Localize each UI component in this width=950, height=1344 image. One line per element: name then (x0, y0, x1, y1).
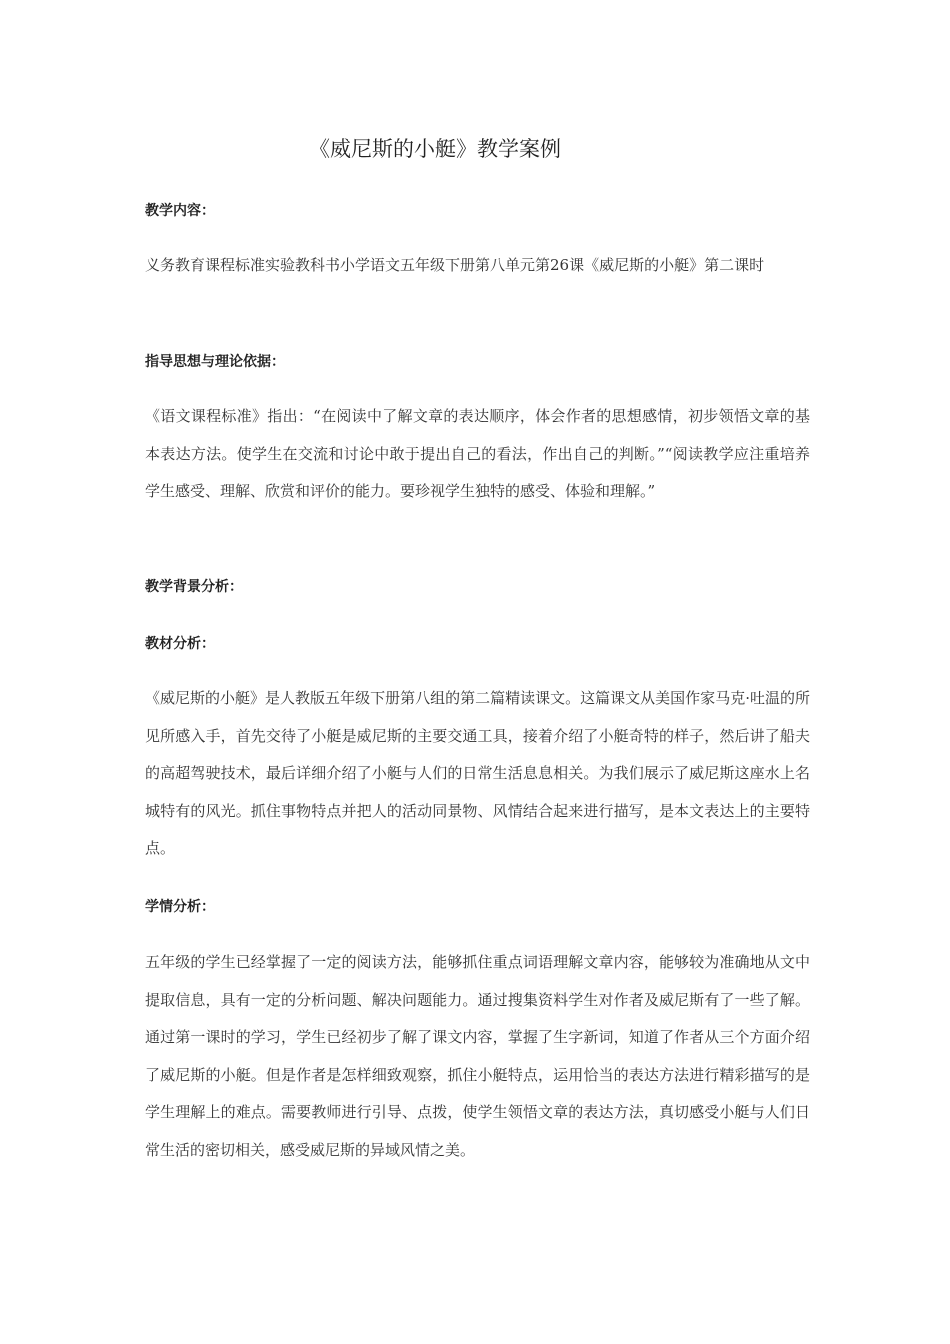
paragraph-teaching-content: 义务教育课程标准实验教科书小学语文五年级下册第八单元第26课《威尼斯的小艇》第二课时 (145, 256, 765, 274)
heading-student-analysis: 学情分析： (145, 899, 215, 915)
heading-textbook-analysis: 教材分析： (145, 636, 215, 652)
heading-background-analysis: 教学背景分析： (145, 579, 243, 595)
paragraph-guiding-ideology: 《语文课程标准》指出：“在阅读中了解文章的表达顺序，体会作者的思想感情，初步领悟文章的基本表达方法。使学生在交流和讨论中敢于提出自己的看法，作出自己的判断。”“阅读教学应注重培养学生感受、理解、欣赏和评价的能力。要珍视学生独特的感受、体验和理解。” (145, 407, 810, 501)
paragraph-student-analysis: 五年级的学生已经掌握了一定的阅读方法，能够抓住重点词语理解文章内容，能够较为准确地从文中提取信息，具有一定的分析问题、解决问题能力。通过搜集资料学生对作者及威尼斯有了一些了解。通过第一课时的学习，学生已经初步了解了课文内容，掌握了生字新词，知道了作者从三个方面介绍了威尼斯的小艇。但是作者是怎样细致观察，抓住小艇特点，运用恰当的表达方法进行精彩描写的是学生理解上的难点。需要教师进行引导、点拨，使学生领悟文章的表达方法，真切感受小艇与人们日常生活的密切相关，感受威尼斯的异域风情之美。 (145, 953, 810, 1159)
document-title: 《威尼斯的小艇》教学案例 (309, 137, 561, 161)
heading-guiding-ideology: 指导思想与理论依据： (145, 354, 285, 370)
heading-teaching-content: 教学内容： (145, 203, 215, 219)
paragraph-textbook-analysis: 《威尼斯的小艇》是人教版五年级下册第八组的第二篇精读课文。这篇课文从美国作家马克·吐温的所见所感入手，首先交待了小艇是威尼斯的主要交通工具，接着介绍了小艇奇特的样子，然后讲了船夫的高超驾驶技术，最后详细介绍了小艇与人们的日常生活息息相关。为我们展示了威尼斯这座水上名城特有的风光。抓住事物特点并把人的活动同景物、风情结合起来进行描写，是本文表达上的主要特点。 (145, 689, 810, 858)
